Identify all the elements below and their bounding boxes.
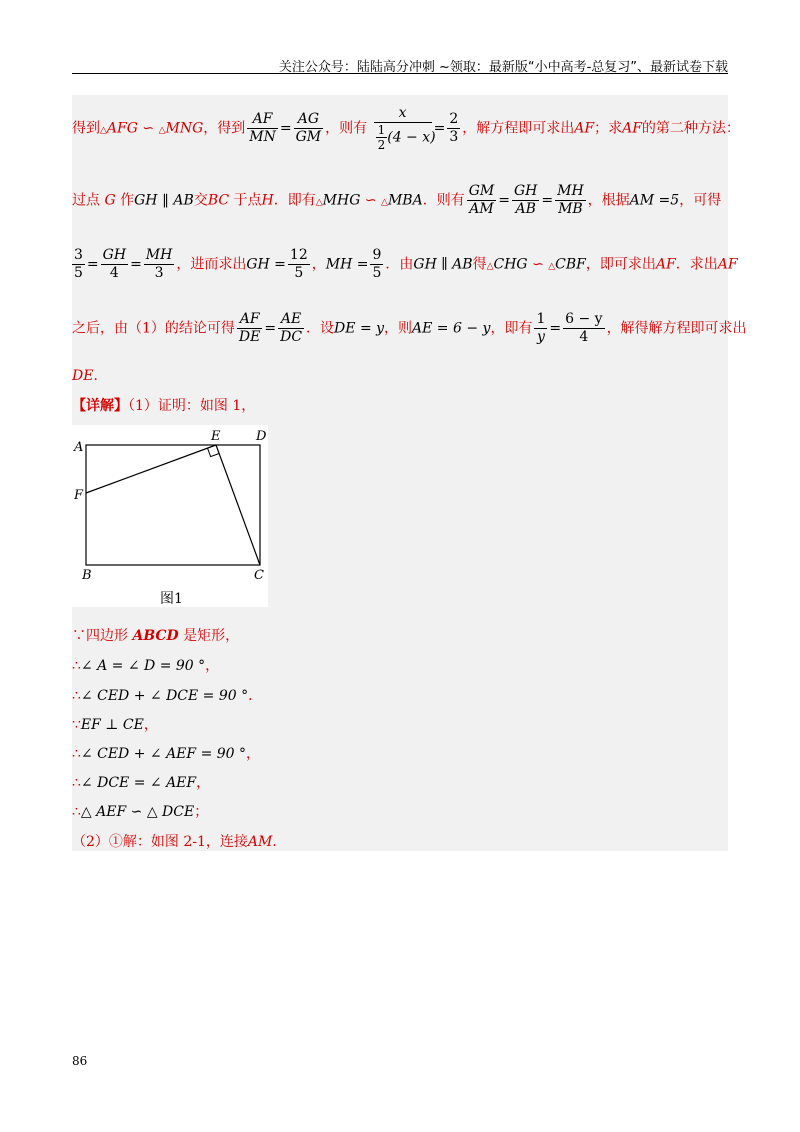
text: ，解方程即可求出 xyxy=(462,120,575,137)
detail-tag: 【详解】 xyxy=(72,398,128,414)
fraction xyxy=(534,311,547,346)
math: BC xyxy=(207,192,230,209)
denominator: 5 xyxy=(74,265,83,281)
fraction xyxy=(447,111,460,146)
denominator: 2 xyxy=(377,138,386,152)
denominator: MN xyxy=(249,129,276,145)
text: 之后，由（1）的结论可得 xyxy=(72,320,235,337)
page-header: 关注公众号：陆陆高分冲刺 ~领取：最新版“小中高考-总复习”、最新试卷下载 xyxy=(278,60,728,75)
therefore-symbol: ∴ xyxy=(72,746,81,762)
because-symbol: ∵ xyxy=(72,628,86,644)
numerator: MH xyxy=(145,247,173,263)
text: 四边形 xyxy=(86,628,133,644)
text: ， xyxy=(246,746,261,762)
numerator: 12 xyxy=(289,247,308,263)
text: ． xyxy=(93,368,108,384)
numerator: 2 xyxy=(449,111,459,127)
figure-1 xyxy=(72,425,268,607)
label-e: E xyxy=(211,429,221,444)
text: ，根据 xyxy=(587,192,630,209)
fraction xyxy=(144,247,175,282)
text: 作 xyxy=(120,192,135,209)
numerator: AF xyxy=(237,311,262,329)
denominator: GM xyxy=(295,129,322,145)
math: AF xyxy=(622,120,642,137)
denominator: y xyxy=(536,329,545,345)
therefore-symbol: ∴ xyxy=(72,658,81,674)
text: 过点 xyxy=(72,192,100,209)
math: GH xyxy=(134,192,158,209)
proof-step xyxy=(72,743,260,763)
text: ．设 xyxy=(306,320,335,337)
figure-caption: 图1 xyxy=(160,591,183,607)
math: G xyxy=(104,192,116,209)
text: ； xyxy=(194,804,209,820)
segment-ef xyxy=(86,445,216,493)
analysis-line-2 xyxy=(72,183,721,218)
equals: = xyxy=(433,120,446,137)
denominator: AM xyxy=(469,201,494,217)
math: AFG xyxy=(106,120,138,137)
segment-ec xyxy=(216,445,260,565)
label-f: F xyxy=(74,488,84,503)
denominator: 5 xyxy=(294,265,304,281)
math: AF xyxy=(655,256,676,273)
math: ∠ DCE = ∠ AEF xyxy=(80,775,197,791)
text: 是矩形， xyxy=(178,628,240,644)
proof-step xyxy=(72,772,210,792)
math: ∠ A = ∠ D = 90 ° xyxy=(80,658,206,674)
fraction xyxy=(101,247,128,282)
text: ；求 xyxy=(594,120,623,137)
text: ，解得解方程即可求出 xyxy=(606,320,747,337)
fraction xyxy=(374,105,436,152)
text: 的第二种方法： xyxy=(641,120,740,137)
math: CHG xyxy=(493,256,528,273)
rectangle-diagram xyxy=(72,425,268,607)
equals: = xyxy=(86,256,99,273)
denominator: 3 xyxy=(154,265,164,281)
fraction xyxy=(294,111,324,146)
math: ABCD xyxy=(132,628,179,644)
parallel-symbol: ∥ xyxy=(161,192,169,209)
half-fraction xyxy=(376,123,388,152)
math: AM xyxy=(247,834,273,850)
math: MBA xyxy=(387,192,423,209)
math: H xyxy=(261,192,274,209)
math: DE xyxy=(72,368,94,384)
math: GH = xyxy=(246,256,286,273)
numerator: GH xyxy=(102,247,127,263)
equals: = xyxy=(541,192,554,209)
triangle-symbol: △ xyxy=(548,261,556,272)
label-c: C xyxy=(254,568,264,583)
page-number: 86 xyxy=(72,1054,88,1068)
detail-intro: （1）证明：如图 1， xyxy=(128,398,256,414)
text: 得到 xyxy=(72,120,100,137)
fraction xyxy=(563,311,604,346)
numerator: 9 xyxy=(372,247,382,263)
numerator: AF xyxy=(247,111,278,129)
math: GH ∥ AB xyxy=(413,256,473,273)
math: MNG xyxy=(165,120,204,137)
proof-step xyxy=(72,714,158,734)
numerator: 1 xyxy=(377,123,386,137)
fraction xyxy=(278,311,304,346)
text: ，则 xyxy=(384,320,413,337)
label-b: B xyxy=(82,568,92,583)
numerator: GM xyxy=(468,183,495,199)
proof-step xyxy=(72,655,219,675)
text: ，可得 xyxy=(679,192,722,209)
numerator: AG xyxy=(294,111,324,129)
text: 于点 xyxy=(233,192,262,209)
fraction xyxy=(555,183,586,218)
denominator: DE xyxy=(238,329,261,345)
because-symbol: ∵ xyxy=(72,717,81,733)
denominator: 3 xyxy=(449,129,459,145)
text: ，即可求出 xyxy=(585,256,656,273)
math: ∠ CED + ∠ DCE = 90 ° xyxy=(80,688,249,704)
content-block xyxy=(72,95,747,851)
math: DE = y xyxy=(334,320,385,337)
text: ．则有 xyxy=(422,192,465,209)
text: 交 xyxy=(193,192,208,209)
fraction xyxy=(72,247,85,282)
triangle-symbol: △ xyxy=(158,125,166,136)
math: AE = 6 − y xyxy=(412,320,491,337)
text: ， xyxy=(196,775,211,791)
triangle-symbol: △ xyxy=(381,197,388,208)
triangle-symbol: △ xyxy=(100,125,107,136)
text: 得 xyxy=(472,256,487,273)
math: △ AEF ∽ △ DCE xyxy=(80,804,195,820)
analysis-line-4 xyxy=(72,311,747,346)
denominator xyxy=(374,123,436,152)
math: EF ⊥ CE xyxy=(80,717,144,733)
similar-symbol: ∽ xyxy=(142,120,155,137)
therefore-symbol: ∴ xyxy=(72,804,81,820)
text: ． xyxy=(248,688,263,704)
triangle-symbol: △ xyxy=(315,197,323,208)
therefore-symbol: ∴ xyxy=(72,775,81,791)
label-a: A xyxy=(74,440,84,455)
numerator: 1 xyxy=(536,311,546,327)
text: ，进而求出 xyxy=(176,256,247,273)
proof-step xyxy=(72,625,239,645)
numerator: GH xyxy=(513,183,538,199)
fraction xyxy=(370,247,383,282)
numerator: MH xyxy=(557,183,584,199)
denominator: 5 xyxy=(372,265,382,281)
fraction xyxy=(288,247,310,282)
text: ， xyxy=(311,256,326,273)
similar-symbol: ∽ xyxy=(532,256,544,273)
equals: = xyxy=(498,192,510,209)
math: ∠ CED + ∠ AEF = 90 ° xyxy=(80,746,247,762)
therefore-symbol: ∴ xyxy=(72,688,81,704)
math: AM =5 xyxy=(629,192,680,209)
part-2-intro xyxy=(72,831,286,851)
fraction xyxy=(467,183,497,218)
math: AB xyxy=(173,192,194,209)
text: ， xyxy=(143,717,158,733)
text: ． xyxy=(272,834,287,850)
numerator: AE xyxy=(278,311,304,329)
analysis-line-5 xyxy=(72,365,107,385)
text: （2）①解：如图 2-1，连接 xyxy=(72,834,248,850)
numerator: 6 − y xyxy=(565,311,603,327)
text: ，得到 xyxy=(203,120,246,137)
header-rule xyxy=(72,73,728,74)
fraction xyxy=(247,111,278,146)
math: CBF xyxy=(555,256,586,273)
triangle-symbol: △ xyxy=(486,261,494,272)
equals: = xyxy=(130,256,142,273)
denominator: DC xyxy=(280,329,303,345)
analysis-line-3 xyxy=(72,247,738,282)
similar-symbol: ∽ xyxy=(364,192,377,209)
detail-heading xyxy=(72,395,255,415)
fraction xyxy=(237,311,262,346)
numerator: 3 xyxy=(74,247,83,263)
math: MHG xyxy=(322,192,361,209)
denominator: MB xyxy=(558,201,583,217)
fraction xyxy=(512,183,539,218)
equals: = xyxy=(549,320,562,337)
text: ，即有 xyxy=(490,320,533,337)
label-d: D xyxy=(256,429,267,444)
denominator: 4 xyxy=(579,329,589,345)
equals: = xyxy=(279,120,292,137)
text: ， xyxy=(205,658,220,674)
proof-step xyxy=(72,801,208,821)
math: AF xyxy=(717,256,738,273)
denominator: AB xyxy=(515,201,536,217)
text: ．求出 xyxy=(675,256,718,273)
math: AF xyxy=(574,120,595,137)
rectangle-abcd xyxy=(86,445,260,565)
text: ．即有 xyxy=(273,192,316,209)
denominator: 4 xyxy=(109,265,119,281)
numerator: x xyxy=(374,105,432,123)
paren-expression: (4 − x) xyxy=(387,129,436,146)
math: MH = xyxy=(325,256,369,273)
text: ．由 xyxy=(385,256,414,273)
analysis-line-1 xyxy=(72,105,740,152)
proof-step xyxy=(72,685,262,705)
equals: = xyxy=(264,320,277,337)
text: ，则有 xyxy=(325,120,368,137)
